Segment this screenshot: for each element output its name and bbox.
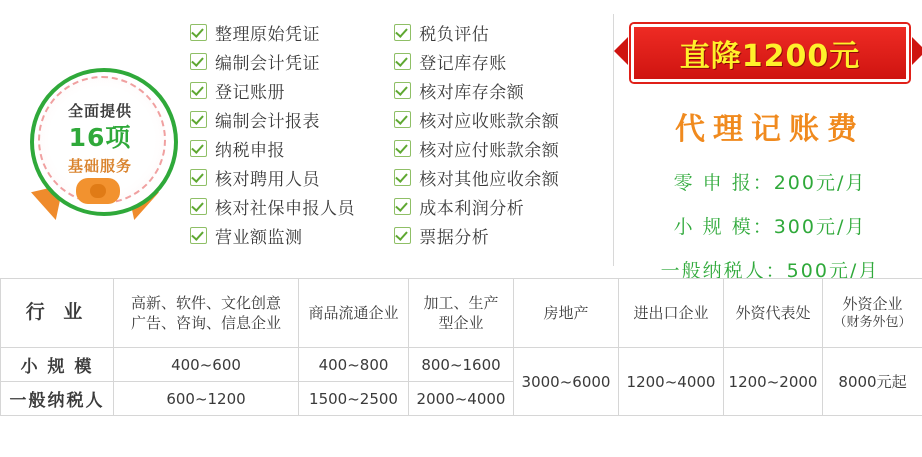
service-item: [190, 196, 376, 217]
header-foreign-rep: 外资代表处: [724, 279, 823, 348]
promo-price-row: 一般纳税人：500元/月: [660, 260, 880, 282]
checkbox-icon: [190, 169, 207, 186]
cell-general-trade: 1500~2500: [299, 382, 409, 416]
checkbox-icon: [394, 169, 411, 186]
promo-price-list: [625, 168, 915, 283]
ribbon-knot: [76, 178, 120, 204]
header-foreign-company-line2: （财务外包）: [833, 315, 912, 331]
promo-price-row: 小 规 模：300元/月: [673, 216, 867, 238]
service-label: 整理原始凭证: [215, 25, 320, 45]
promo-price-row: 零 申 报：200元/月: [673, 172, 867, 194]
service-label: 核对社保申报人员: [215, 199, 355, 219]
service-label: 编制会计凭证: [215, 54, 320, 74]
service-item: [190, 167, 376, 188]
header-trade: 商品流通企业: [299, 279, 409, 348]
service-item: [190, 138, 376, 159]
row-label-general-taxpayer: 一般纳税人: [1, 382, 114, 416]
service-label: 登记库存账: [419, 54, 507, 74]
service-item: [190, 22, 376, 43]
checkbox-icon: [394, 227, 411, 244]
discount-banner-text: 直降1200元: [679, 39, 861, 74]
price-table-wrap: [0, 278, 922, 416]
service-item: [190, 80, 376, 101]
service-label: 成本利润分析: [419, 199, 525, 219]
header-manufacturing-line1: 加工、生产: [423, 293, 499, 312]
promo-panel: [625, 16, 915, 283]
badge-line-2: 16项: [68, 123, 132, 153]
checkbox-icon: [394, 24, 411, 41]
cell-general-hightech: 600~1200: [114, 382, 299, 416]
service-item: [190, 109, 376, 130]
header-foreign-company-line1: 外资企业: [842, 295, 903, 314]
checkbox-icon: [190, 198, 207, 215]
service-item: [394, 80, 600, 101]
cell-import-export: 1200~4000: [619, 348, 724, 416]
service-label: 核对应付账款余额: [419, 141, 560, 161]
service-item: [190, 51, 376, 72]
service-item: [394, 138, 600, 159]
service-label: 税负评估: [419, 25, 490, 45]
services-column-2: [394, 22, 600, 246]
price-table: [0, 278, 922, 416]
service-label: 编制会计报表: [215, 112, 320, 132]
service-item: [394, 167, 600, 188]
service-label: 纳税申报: [215, 141, 285, 161]
header-manufacturing-line2: 型企业: [438, 314, 484, 332]
cell-small-manufacturing: 800~1600: [409, 348, 514, 382]
checkbox-icon: [190, 140, 207, 157]
service-item: [394, 109, 600, 130]
service-item: [394, 196, 600, 217]
header-manufacturing: [409, 279, 514, 348]
service-label: 核对应收账款余额: [419, 112, 560, 132]
promo-title: 代理记账费: [675, 112, 865, 147]
row-label-small-scale: 小 规 模: [1, 348, 114, 382]
checkbox-icon: [394, 111, 411, 128]
badge-line-3: 基础服务: [67, 156, 132, 175]
checkbox-icon: [394, 53, 411, 70]
checkbox-icon: [190, 111, 207, 128]
service-label: 营业额监测: [215, 228, 303, 248]
service-item: [190, 225, 376, 246]
service-item: [394, 225, 600, 246]
table-header-row: [1, 279, 922, 348]
checkbox-icon: [190, 227, 207, 244]
checkbox-icon: [190, 53, 207, 70]
badge-line-1: 全面提供: [67, 102, 132, 121]
header-hightech-line1: 高新、软件、文化创意: [130, 293, 281, 312]
services-column-1: [190, 22, 376, 246]
service-label: 核对库存余额: [419, 83, 525, 103]
header-hightech-line2: 广告、咨询、信息企业: [130, 314, 281, 332]
service-badge: [10, 60, 190, 245]
service-label: 核对其他应收余额: [419, 170, 560, 190]
header-realestate: 房地产: [514, 279, 619, 348]
cell-general-manufacturing: 2000~4000: [409, 382, 514, 416]
checkbox-icon: [394, 198, 411, 215]
cell-realestate: 3000~6000: [514, 348, 619, 416]
checkbox-icon: [394, 140, 411, 157]
service-label: 票据分析: [419, 228, 490, 248]
checkbox-icon: [190, 24, 207, 41]
table-row: [1, 348, 922, 382]
discount-banner: [631, 24, 909, 82]
cell-foreign-company: 8000元起: [823, 348, 922, 416]
checkbox-icon: [190, 82, 207, 99]
checkbox-icon: [394, 82, 411, 99]
service-label: 核对聘用人员: [215, 170, 320, 190]
header-foreign-company: [823, 279, 922, 348]
header-import-export: 进出口企业: [619, 279, 724, 348]
service-item: [394, 51, 600, 72]
header-industry: 行 业: [1, 279, 114, 348]
service-label: 登记账册: [215, 83, 285, 103]
header-hightech: [114, 279, 299, 348]
cell-small-trade: 400~800: [299, 348, 409, 382]
cell-small-hightech: 400~600: [114, 348, 299, 382]
cell-foreign-rep: 1200~2000: [724, 348, 823, 416]
services-list: [190, 22, 600, 246]
service-item: [394, 22, 600, 43]
